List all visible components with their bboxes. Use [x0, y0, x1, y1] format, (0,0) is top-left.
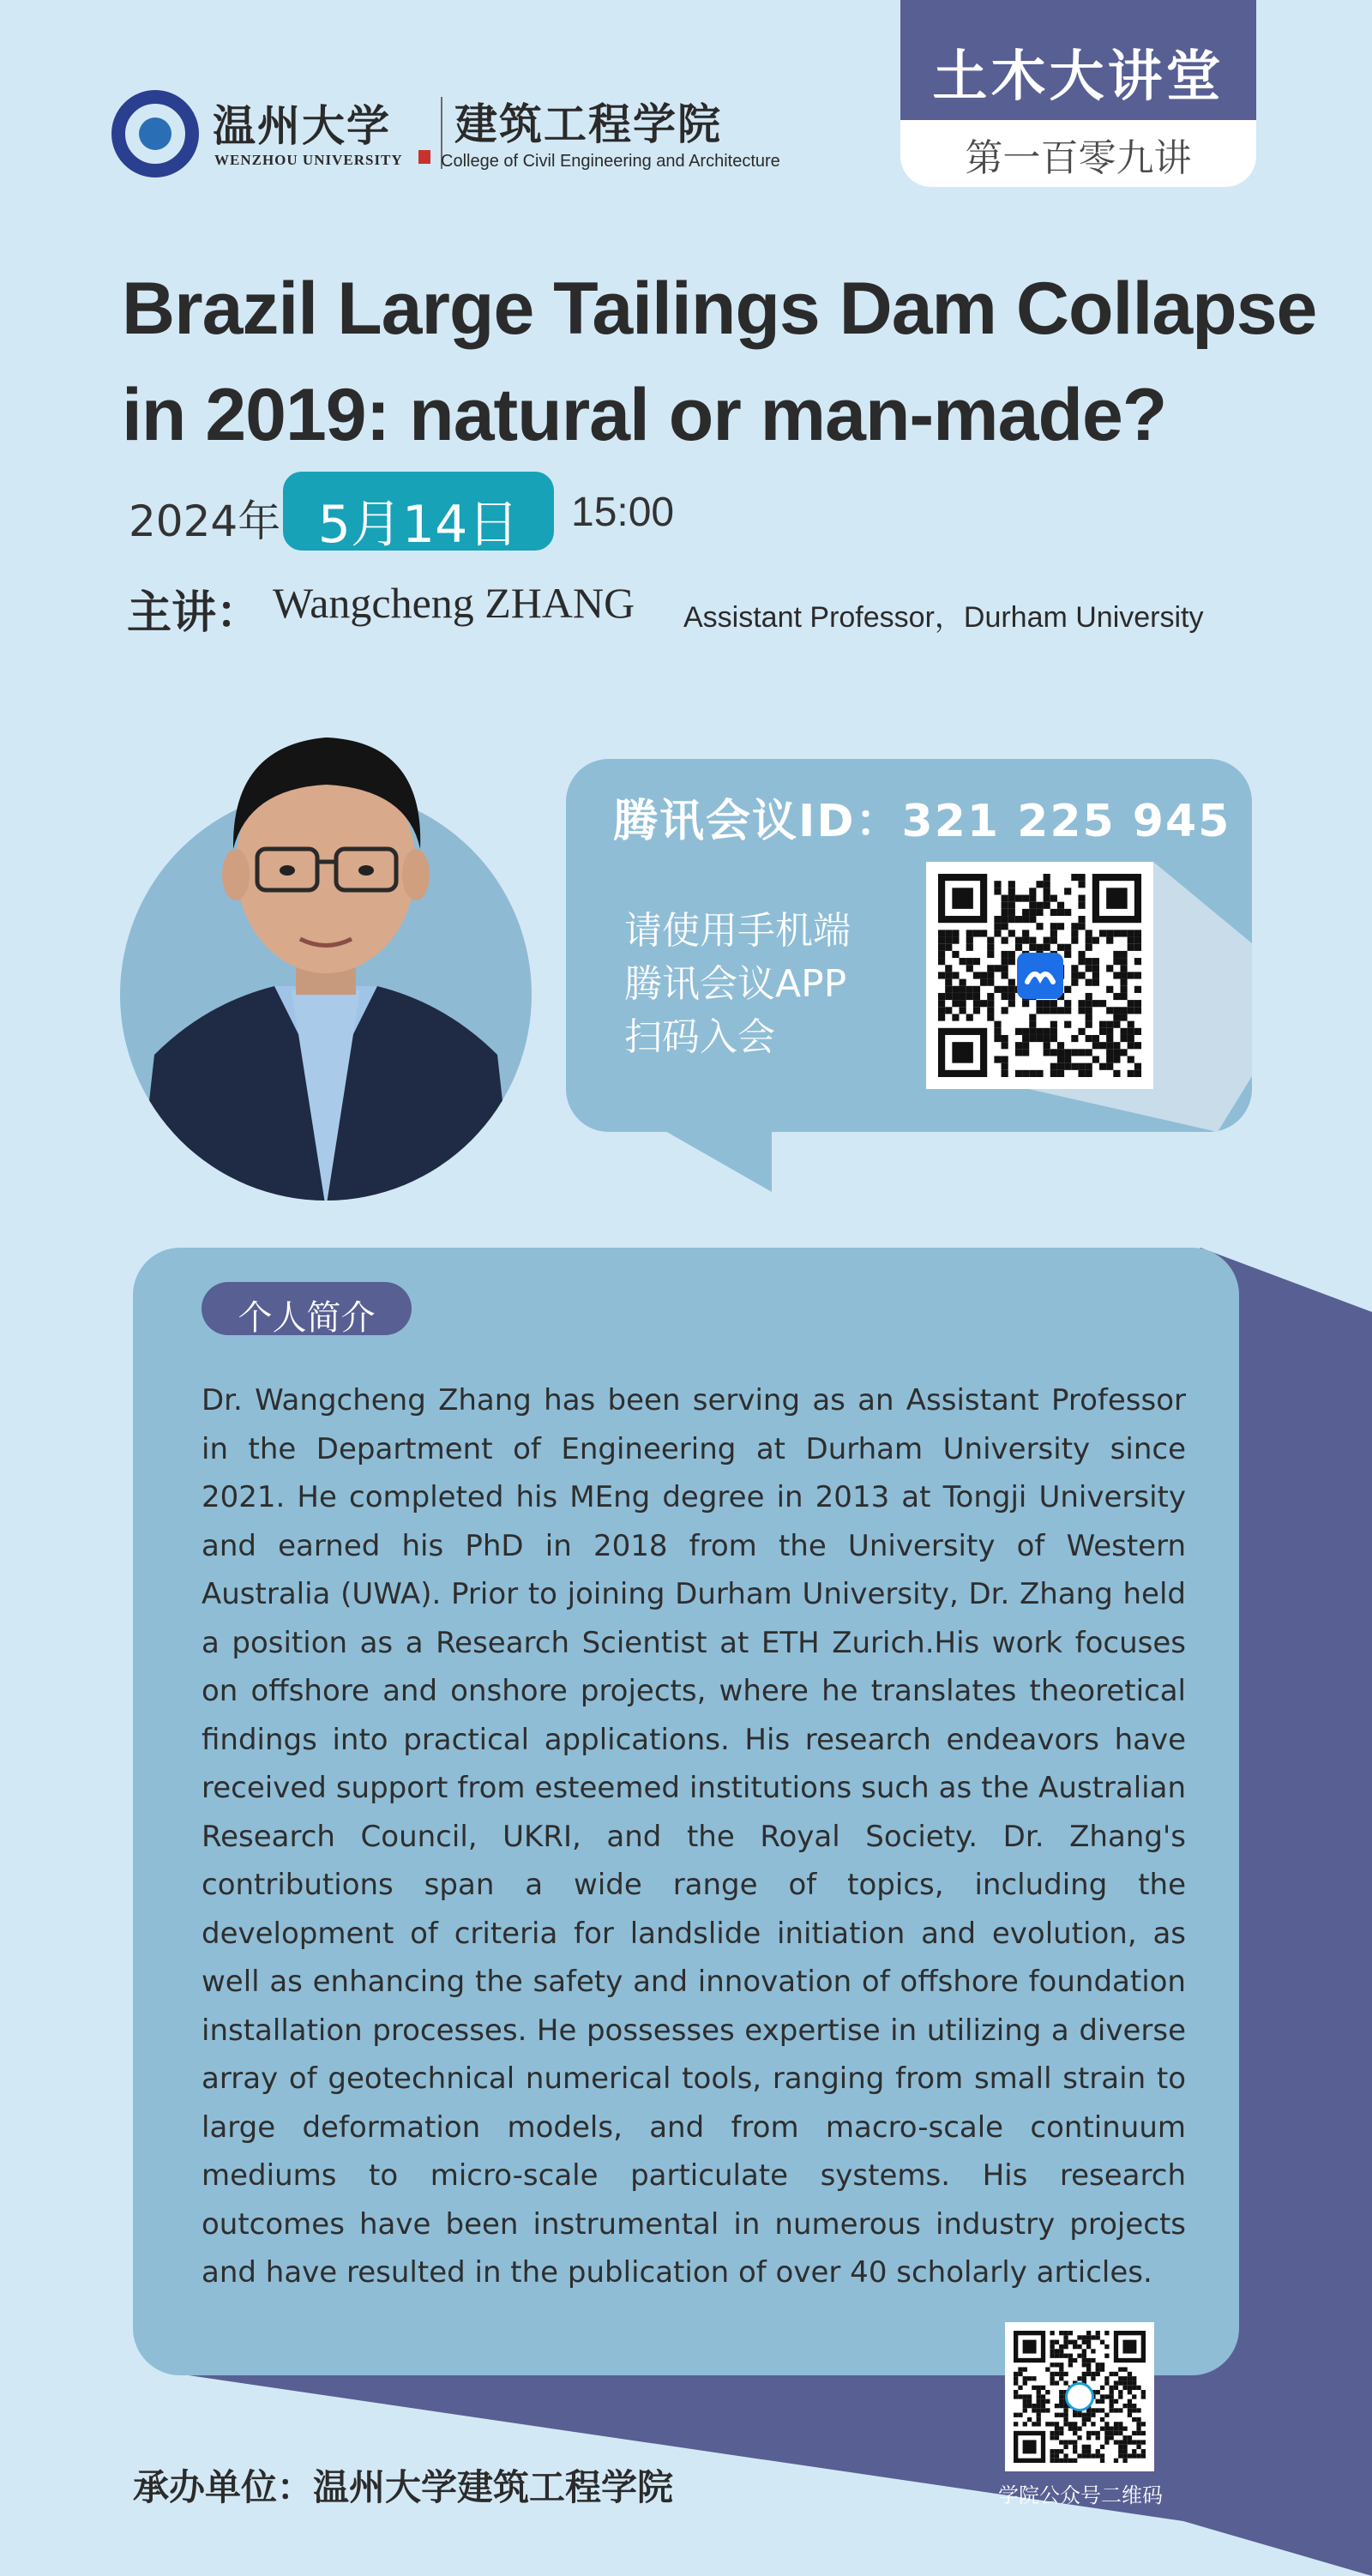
- meeting-instruction-line: 腾讯会议APP: [624, 962, 847, 1006]
- date-pill: [283, 472, 554, 555]
- meeting-id: 腾讯会议ID：321 225 945: [613, 796, 1231, 847]
- speaker-name: Wangcheng ZHANG: [273, 579, 635, 627]
- date-time: 15:00: [571, 490, 675, 535]
- series-title: 土木大讲堂: [932, 45, 1225, 109]
- date-year: 2024年: [129, 497, 281, 546]
- college-qr-code[interactable]: [1005, 2322, 1154, 2471]
- talk-title-line-1: Brazil Large Tailings Dam Collapse: [122, 268, 1317, 350]
- college-name-cn: 建筑工程学院: [454, 99, 722, 149]
- talk-title: [122, 256, 1339, 468]
- talk-title-line-2: in 2019: natural or man-made?: [122, 374, 1167, 456]
- series-number: 第一百零九讲: [965, 136, 1192, 180]
- bio-label-pill: [202, 1282, 412, 1338]
- meeting-instruction-line: 请使用手机端: [624, 909, 851, 953]
- qr-caption: 学院公众号二维码: [998, 2483, 1163, 2507]
- speaker-affiliation: Assistant Professor，Durham University: [683, 601, 1204, 634]
- bubble-tail: [652, 1123, 772, 1192]
- university-seal-icon: [111, 90, 199, 178]
- university-logo: [111, 90, 797, 176]
- university-name-en: WENZHOU UNIVERSITY: [214, 152, 403, 168]
- meeting-instruction-line: 扫码入会: [624, 1015, 775, 1059]
- college-name-en: College of Civil Engineering and Architecture: [441, 152, 780, 171]
- series-title-block: [900, 0, 1256, 120]
- speaker-portrait-icon: [120, 695, 532, 1209]
- red-seal-icon: [418, 150, 430, 164]
- bio-text: Dr. Wangcheng Zhang has been serving as an Assistant Professor in the Department of Engineering at Durham University since 2021. He completed his MEng degree in 2013 at Tongji University and earned his PhD in 2018 from the University of Western Australia (UWA). Prior to joining Durham University, Dr. Zhang held a position as a Research Scientist at ETH Zurich.His work focuses on offshore and onshore projects, where he translates theoretical findings into practical applications. His research endeavors have received support from esteemed institutions such as the Australian Research Council, UKRI, and the Royal Society. Dr. Zhang's contributions span a wide range of topics, including the development of criteria for landslide initiation and evolution, as well as enhancing the safety and innovation of offshore foundation installation processes. He possesses expertise in utilizing a diverse array of geotechnical numerical tools, ranging from small strain to large deformation models, and from macro-scale continuum mediums to micro-scale particulate systems. His research outcomes have been instrumental in numerous industry projects and have resulted in the publication of over 40 scholarly articles.: [202, 1383, 1186, 2290]
- meeting-info-bubble: [566, 759, 1252, 1132]
- speaker-label: 主讲：: [127, 587, 262, 639]
- tencent-meeting-logo-icon: [1017, 953, 1063, 999]
- meeting-instructions: [624, 905, 851, 1064]
- series-badge: [900, 0, 1256, 187]
- organizer: 承办单位：温州大学建筑工程学院: [133, 2466, 674, 2508]
- bio-label: 个人简介: [238, 1298, 376, 1338]
- speaker-photo: [120, 695, 532, 1209]
- bio-card: [133, 1248, 1239, 2375]
- series-number-block: [900, 120, 1256, 187]
- university-name-cn: 温州大学: [213, 100, 391, 151]
- meeting-qr-code[interactable]: [926, 862, 1153, 1089]
- date-day: 5月14日: [317, 495, 520, 555]
- college-logo-icon: [1065, 2382, 1094, 2411]
